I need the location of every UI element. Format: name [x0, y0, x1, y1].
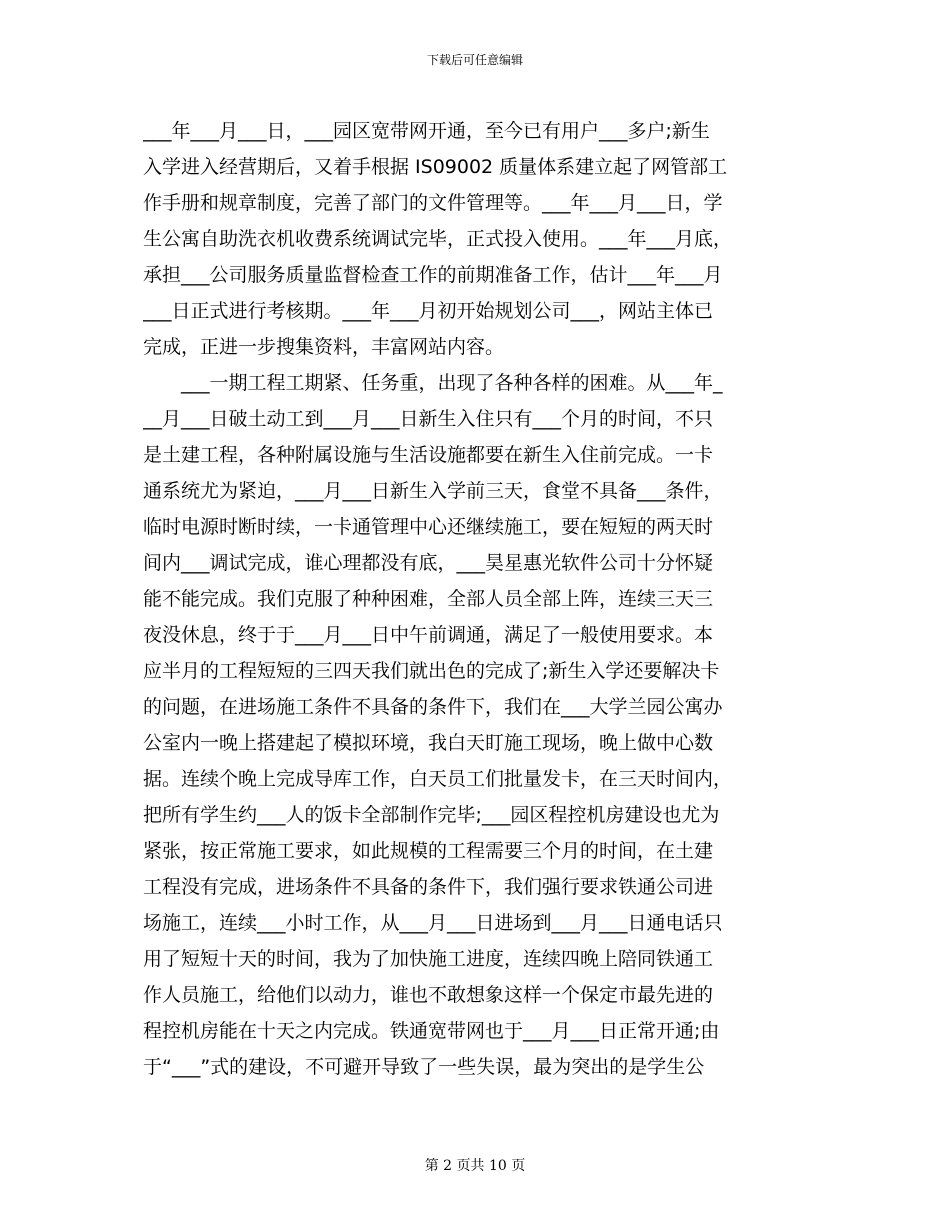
text-line: 紧张，按正常施工要求，如此规模的工程需要三个月的时间，在土建 [143, 840, 714, 862]
text-line: ___年___月___日，___园区宽带网开通，至今已有用户___多户;新生 [143, 120, 710, 142]
text-line: ___一期工程工期紧、任务重，出现了各种各样的困难。从___年_ [143, 372, 723, 394]
text-line: 夜没休息，终于于___月___日中午前调通，满足了一般使用要求。本 [143, 624, 714, 646]
text-line: 临时电源时断时续，一卡通管理中心还继续施工，要在短短的两天时 [143, 516, 714, 538]
text-line: 于“___”式的建设，不可避开导致了一些失误，最为突出的是学生公 [143, 1056, 705, 1078]
text-line: 是土建工程，各种附属设施与生活设施都要在新生入住前完成。一卡 [143, 444, 714, 466]
text-line: 入学进入经营期后，又着手根据 IS09002 质量体系建立起了网管部工 [143, 156, 728, 178]
text-line: 通系统尤为紧迫，___月___日新生入学前三天，食堂不具备___条件， [143, 480, 723, 502]
text-line: 的问题，在进场施工条件不具备的条件下，我们在___大学兰园公寓办 [143, 696, 723, 718]
text-line: 承担___公司服务质量监督检查工作的前期准备工作，估计___年___月 [143, 264, 723, 286]
text-line: 据。连续个晚上完成导库工作，白天员工们批量发卡，在三天时间内， [143, 768, 733, 790]
text-line: 用了短短十天的时间，我为了加快施工进度，连续四晚上陪同铁通工 [143, 948, 714, 970]
text-line: 作手册和规章制度，完善了部门的文件管理等。___年___月___日，学 [143, 192, 723, 214]
text-line: 生公寓自助洗衣机收费系统调试完毕，正式投入使用。___年___月底， [143, 228, 733, 250]
text-line: ___日正式进行考核期。___年___月初开始规划公司___，网站主体已 [143, 300, 714, 322]
page-footer: 第 2 页共 10 页 [424, 1158, 526, 1174]
text-line: 公室内一晚上搭建起了模拟环境，我白天盯施工现场，晚上做中心数 [143, 732, 714, 754]
text-line: 能不能完成。我们克服了种种困难，全部人员全部上阵，连续三天三 [143, 588, 714, 610]
text-line: 完成，正进一步搜集资料，丰富网站内容。 [143, 336, 505, 358]
text-line: 应半月的工程短短的三四天我们就出色的完成了;新生入学还要解决卡 [143, 660, 720, 682]
text-line: 工程没有完成，进场条件不具备的条件下，我们强行要求铁通公司进 [143, 876, 714, 898]
document-body [143, 113, 803, 1085]
text-line: 作人员施工，给他们以动力，谁也不敢想象这样一个保定市最先进的 [143, 984, 714, 1006]
text-line: 场施工，连续___小时工作，从___月___日进场到___月___日通电话只 [143, 912, 723, 934]
text-line: 把所有学生约___人的饭卡全部制作完毕;___园区程控机房建设也尤为 [143, 804, 720, 826]
text-line: 间内___调试完成，谁心理都没有底，___昊星惠光软件公司十分怀疑 [143, 552, 714, 574]
text-line: __月___日破土动工到___月___日新生入住只有___个月的时间，不只 [143, 408, 714, 430]
page-header: 下载后可任意编辑 [426, 53, 523, 67]
text-line: 程控机房能在十天之内完成。铁通宽带网也于___月___日正常开通;由 [143, 1020, 720, 1042]
